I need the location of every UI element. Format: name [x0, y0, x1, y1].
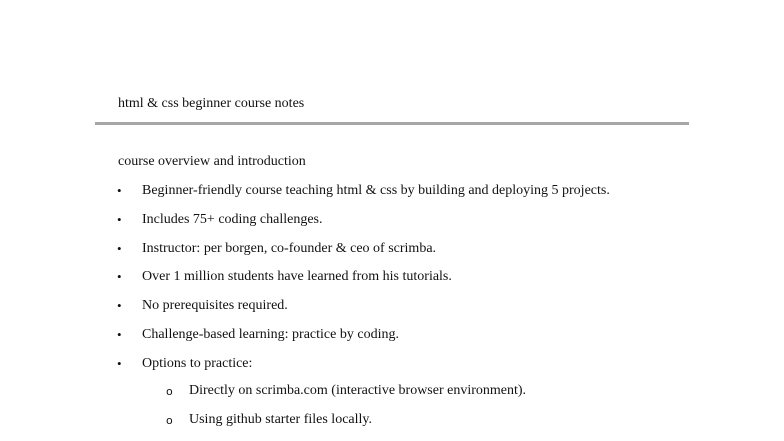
sub-list-item-text: Using github starter files locally.	[189, 411, 372, 427]
list-item-text: Includes 75+ coding challenges.	[142, 211, 323, 227]
section-heading: course overview and introduction	[118, 154, 306, 169]
list-item-text: Instructor: per borgen, co-founder & ceo of scrimba.	[142, 240, 437, 256]
circle-bullet-icon: o	[166, 413, 173, 427]
bullet-icon: •	[117, 269, 122, 285]
document-title: html & css beginner course notes	[118, 96, 305, 111]
bullet-icon: •	[117, 355, 122, 371]
list-item-text: Beginner-friendly course teaching html & css by building and deploying 5 projects.	[142, 183, 610, 198]
bullet-icon: •	[117, 240, 122, 256]
list-item-text: Options to practice:	[142, 355, 253, 371]
bullet-icon: •	[117, 298, 122, 314]
list-item-text: No prerequisites required.	[142, 298, 288, 314]
list-item-text: Over 1 million students have learned from his tutorials.	[142, 269, 452, 285]
bullet-icon: •	[117, 183, 122, 198]
list-item-text: Challenge-based learning: practice by coding.	[142, 326, 399, 342]
title-divider	[95, 122, 689, 125]
sub-list-item-text: Directly on scrimba.com (interactive browser environment).	[189, 383, 527, 398]
circle-bullet-icon: o	[166, 385, 173, 398]
bullet-icon: •	[117, 326, 122, 342]
bullet-icon: •	[117, 211, 122, 227]
